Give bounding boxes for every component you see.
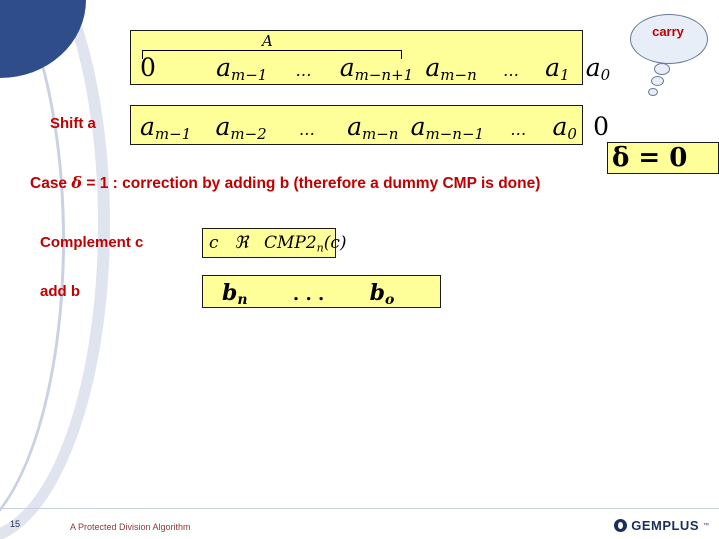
complement-function-sub: n	[316, 241, 324, 255]
shift-dots-2: …	[510, 120, 527, 139]
dividend-term-2: am−n	[425, 53, 477, 85]
complement-c-label: Complement c	[40, 234, 144, 251]
add-b-row	[222, 280, 394, 308]
dividend-row	[140, 53, 610, 84]
add-b-label: add b	[40, 283, 80, 300]
case-prefix: Case	[30, 175, 72, 192]
footer-divider	[0, 508, 719, 509]
complement-var-c: c	[209, 233, 219, 253]
gemplus-logo-text: GEMPLUS	[631, 518, 699, 533]
bubble-tail-dot-3	[648, 88, 658, 96]
carry-bubble-label: carry	[652, 24, 684, 39]
case-text: = 1 : correction by adding b (therefore a dummy CMP is done)	[82, 175, 541, 192]
bubble-tail-dot-1	[654, 63, 670, 75]
shift-a-label: Shift a	[50, 115, 96, 132]
shift-dots-1: …	[298, 120, 315, 139]
add-b-term-right: $b_o$	[369, 280, 395, 309]
carry-thought-bubble	[630, 14, 708, 64]
shift-term-2: am−n	[347, 112, 399, 144]
gemplus-logo	[614, 518, 709, 533]
shift-term-1: am−2	[215, 112, 267, 144]
delta-equation-text: δ = 0	[612, 143, 688, 173]
shift-term-3: am−n−1	[410, 112, 485, 144]
bubble-tail-dot-2	[651, 76, 664, 86]
dividend-term-3: a1	[545, 53, 570, 85]
trademark-symbol: ™	[703, 522, 709, 529]
add-b-term-left: $b_n$	[222, 280, 248, 309]
dividend-term-4: a0	[585, 53, 611, 85]
case-statement	[30, 173, 540, 193]
dividend-term-0: am−1	[216, 53, 268, 85]
complement-operator: ℜ	[234, 233, 249, 253]
complement-formula	[209, 233, 347, 254]
dividend-dots-1: …	[295, 61, 312, 80]
shift-term-0: am−1	[140, 112, 192, 144]
complement-argument: (c)	[323, 233, 347, 253]
add-b-dots: . . .	[292, 284, 325, 305]
a-brace-label: A	[262, 32, 273, 50]
complement-function: CMP2	[264, 233, 317, 253]
gemplus-logo-icon	[614, 519, 627, 532]
page-number: 15	[10, 519, 21, 529]
footer-title: A Protected Division Algorithm	[70, 522, 191, 532]
dividend-leading-zero: 0	[140, 53, 156, 82]
delta-symbol: δ	[71, 173, 83, 192]
dividend-dots-2: …	[502, 61, 519, 80]
shift-trailing-zero: 0	[593, 112, 610, 141]
shift-row	[140, 112, 609, 143]
dividend-term-1: am−n+1	[339, 53, 414, 85]
shift-term-4: a0	[552, 112, 577, 144]
